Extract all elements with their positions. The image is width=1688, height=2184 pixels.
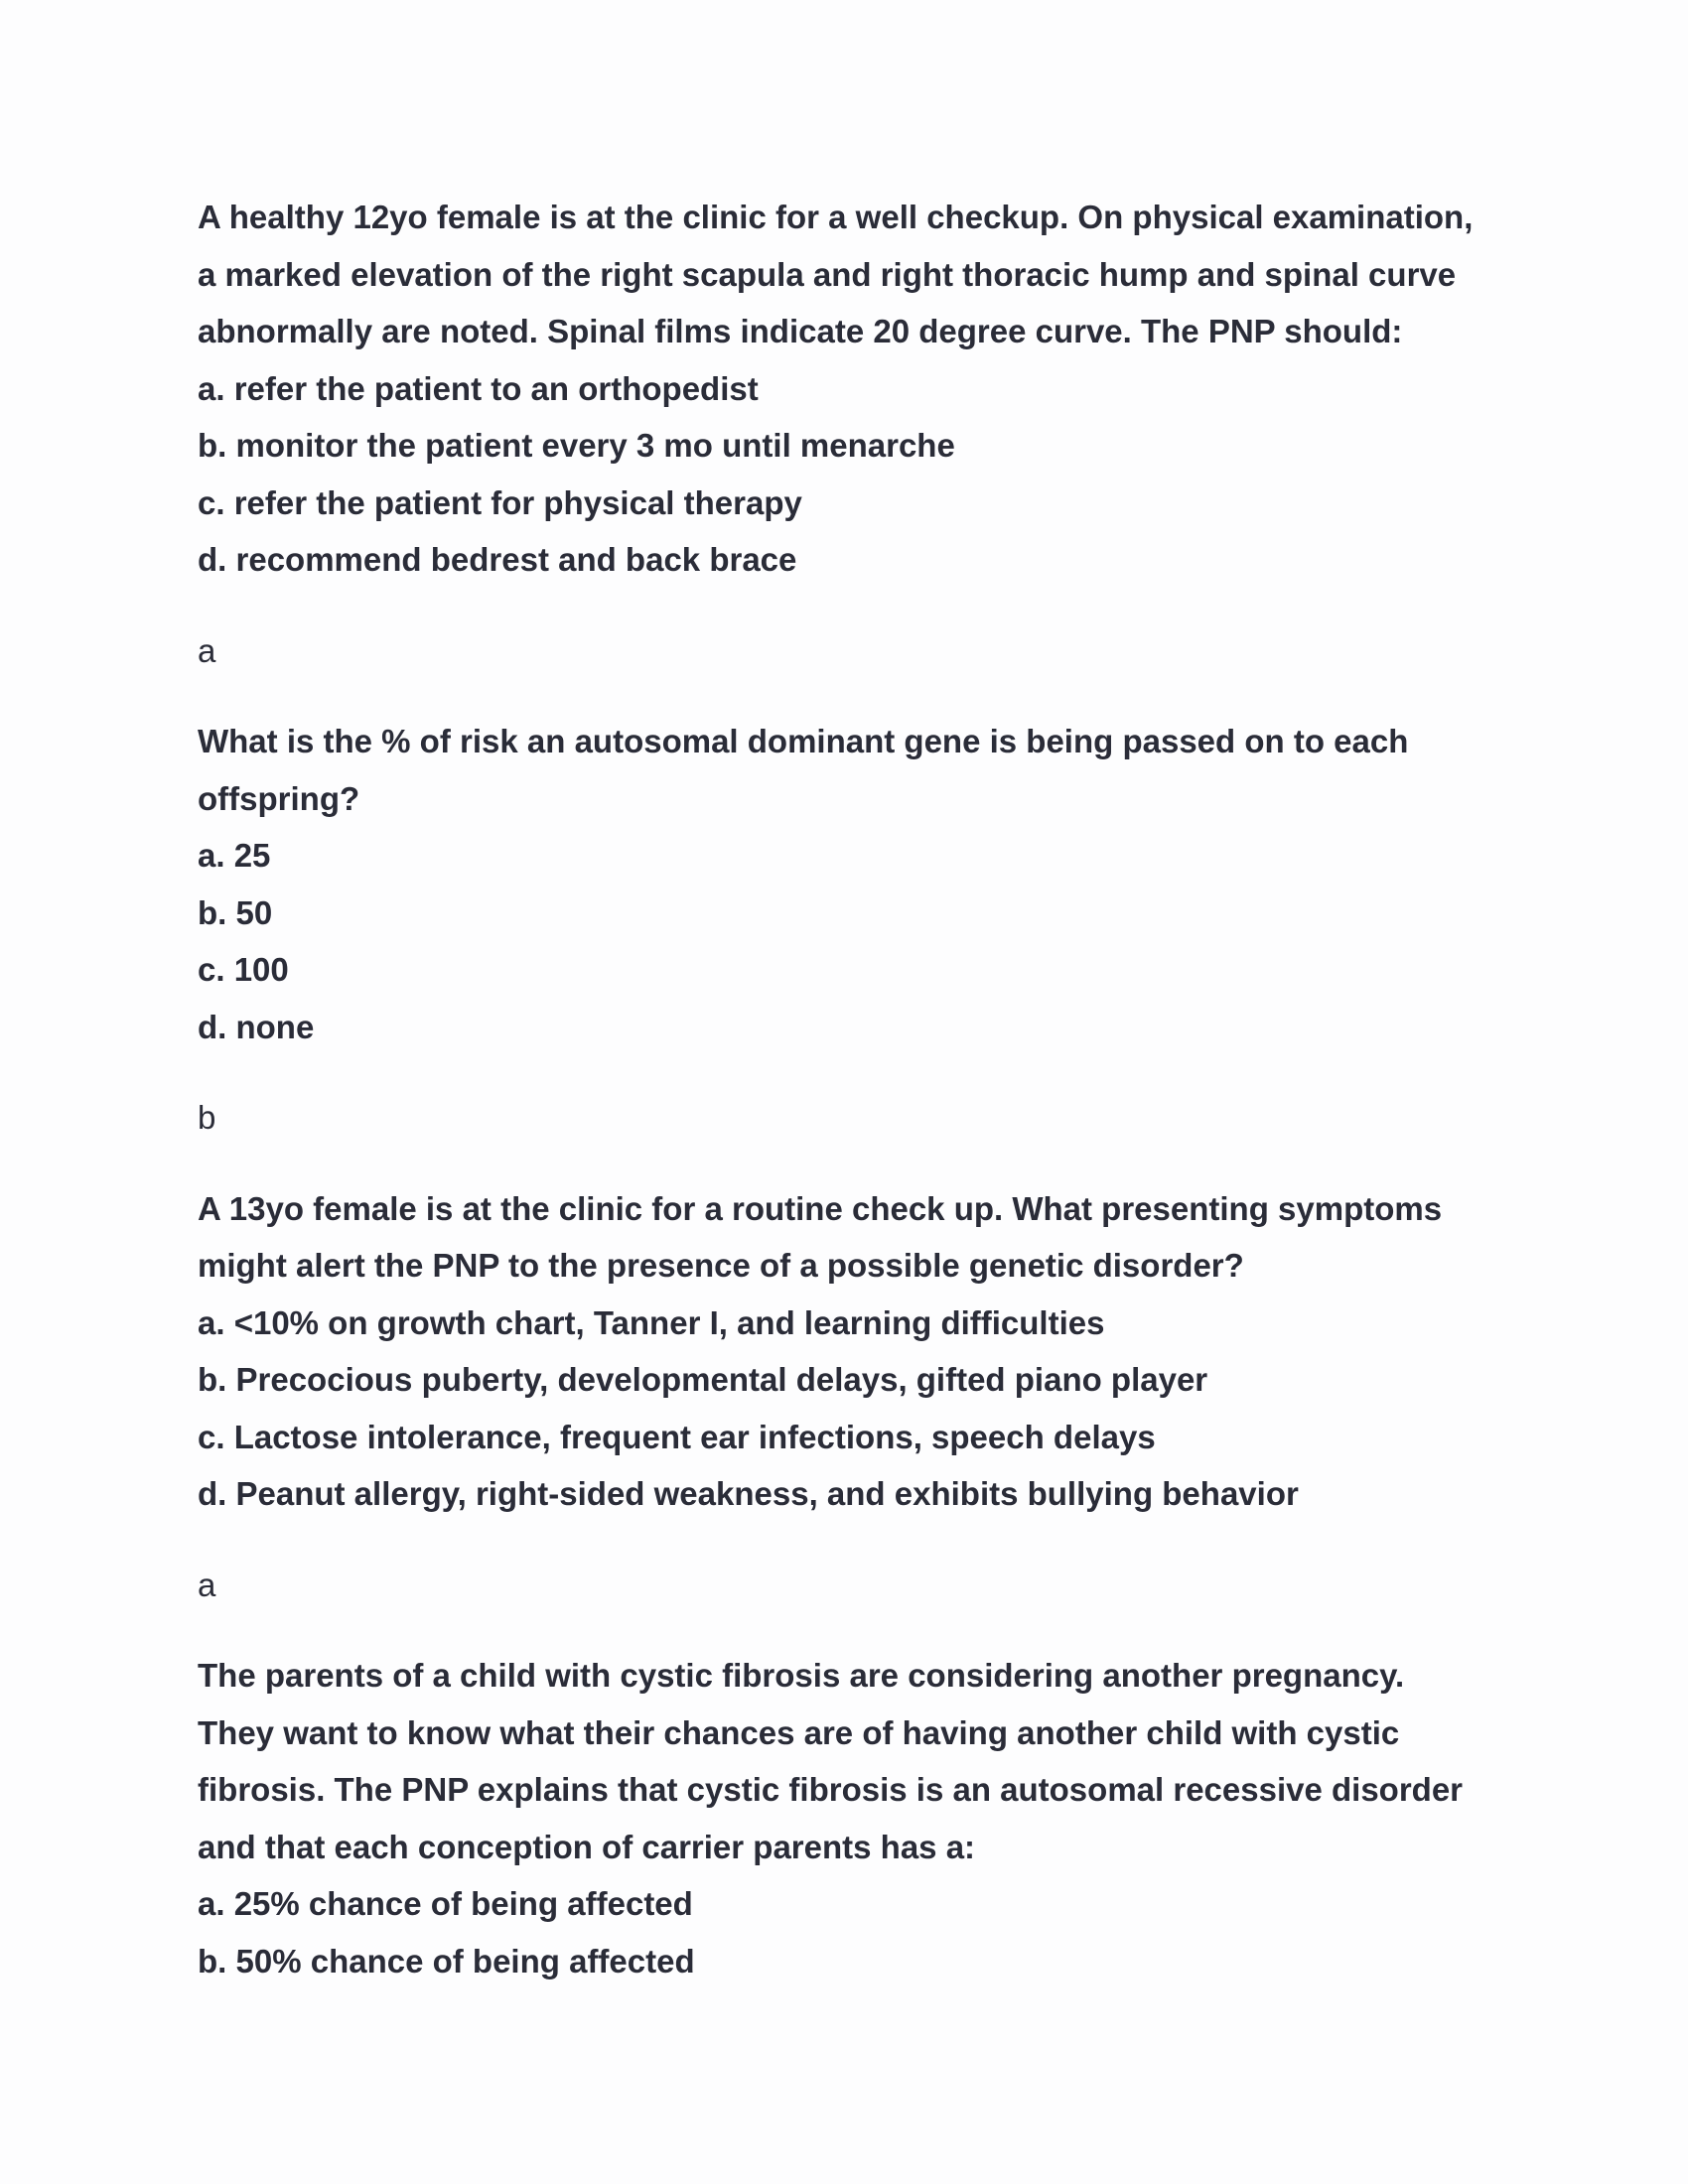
answer-option: c. 100 <box>198 951 289 988</box>
question-text-line: A 13yo female is at the clinic for a routine check up. What presenting symptoms <box>198 1189 1443 1227</box>
question-text-line: The parents of a child with cystic fibrosis are considering another pregnancy. <box>198 1657 1405 1694</box>
answer-option: b. 50% chance of being affected <box>198 1942 695 1979</box>
question-block-3 <box>198 1180 1508 1614</box>
question-text-line: and that each conception of carrier parents has a: <box>198 1828 976 1865</box>
answer-option: d. Peanut allergy, right-sided weakness, and exhibits bullying behavior <box>198 1475 1299 1512</box>
answer-option: b. monitor the patient every 3 mo until menarche <box>198 427 955 464</box>
correct-answer: a <box>198 1566 216 1603</box>
question-text-line: offspring? <box>198 779 360 817</box>
answer-option: c. refer the patient for physical therapy <box>198 483 802 521</box>
correct-answer: b <box>198 1099 216 1136</box>
answer-option: b. Precocious puberty, developmental delays, gifted piano player <box>198 1361 1208 1398</box>
answer-option: a. 25 <box>198 837 271 874</box>
question-text-line: might alert the PNP to the presence of a possible genetic disorder? <box>198 1247 1244 1284</box>
answer-option: a. 25% chance of being affected <box>198 1885 693 1922</box>
correct-answer: a <box>198 631 216 669</box>
question-text-line: What is the % of risk an autosomal dominant gene is being passed on to each <box>198 723 1409 759</box>
question-text-line: abnormally are noted. Spinal films indicate 20 degree curve. The PNP should: <box>198 313 1403 349</box>
question-block-1 <box>198 189 1508 679</box>
answer-option: d. none <box>198 1008 315 1045</box>
answer-option: a. refer the patient to an orthopedist <box>198 369 759 407</box>
question-block-4 <box>198 1647 1508 1989</box>
document-content <box>198 189 1508 1989</box>
question-text-line: a marked elevation of the right scapula and right thoracic hump and spinal curve <box>198 255 1457 293</box>
question-text-line: fibrosis. The PNP explains that cystic fibrosis is an autosomal recessive disorder <box>198 1771 1464 1808</box>
answer-option: d. recommend bedrest and back brace <box>198 541 797 578</box>
question-text-line: They want to know what their chances are of having another child with cystic <box>198 1713 1400 1751</box>
answer-option: a. <10% on growth chart, Tanner I, and learning difficulties <box>198 1303 1105 1341</box>
answer-option: b. 50 <box>198 893 273 931</box>
question-text-line: A healthy 12yo female is at the clinic for a well checkup. On physical examination, <box>198 199 1474 235</box>
answer-option: c. Lactose intolerance, frequent ear infections, speech delays <box>198 1418 1156 1455</box>
question-block-2 <box>198 713 1508 1147</box>
